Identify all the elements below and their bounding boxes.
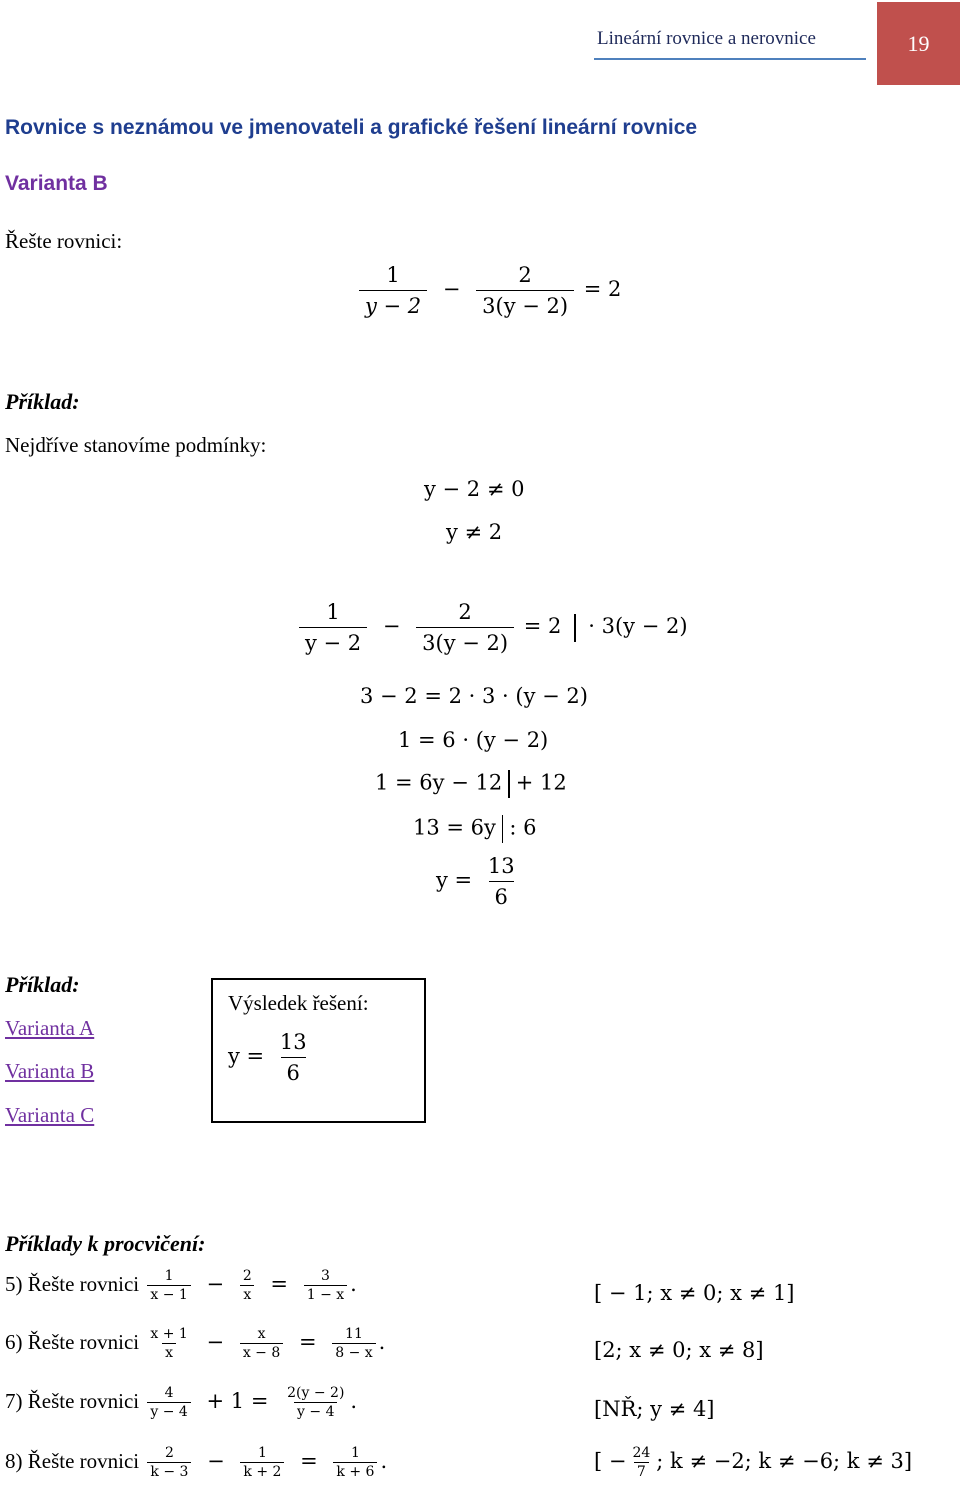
final-result: y = $\frac{13}{6}$ [436,854,515,909]
divider-bar [508,770,510,798]
step-5: 13 = 6y : 6 [413,815,537,843]
result-value: y = $\frac{13}{6}$ [228,1030,307,1085]
fraction: $\frac{2}{3(y - 2)}$ [476,263,574,318]
example-label: Příklad: [5,389,80,414]
link-varianta-c[interactable]: Varianta C [5,1103,95,1127]
practice-item-5: 5) Řešte rovnici $\frac{1}{x - 1}$ − $\frac{2}{x}$ = $\frac{3}{1 - x}$ . [5,1268,357,1303]
condition-1: y − 2 ≠ 0 [424,477,525,501]
step-2: 3 − 2 = 2 · 3 · (y − 2) [360,684,588,708]
running-header-title: Lineární rovnice a nerovnice [597,28,816,49]
conditions-text: Nejdříve stanovíme podmínky: [5,433,267,457]
nav-label: Příklad: [5,972,80,997]
practice-heading: Příklady k procvičení: [5,1231,206,1256]
link-varianta-b[interactable]: Varianta B [5,1059,95,1083]
main-equation: $\frac{1}{y - 2}$ − $\frac{2}{3(y - 2)}$ = 2 [356,263,621,318]
answer-7: [NŘ; y ≠ 4] [594,1397,715,1421]
answer-5: [ − 1; x ≠ 0; x ≠ 1] [594,1281,795,1305]
step-3: 1 = 6 · (y − 2) [398,728,549,752]
answer-6: [2; x ≠ 0; x ≠ 8] [594,1338,764,1362]
divider-bar [574,614,576,642]
practice-item-7: 7) Řešte rovnici $\frac{4}{y - 4}$ + 1 = $\frac{2(y - 2)}{y - 4}$ . [5,1385,358,1420]
variant-heading: Varianta B [5,172,108,195]
header-rule [594,58,866,60]
condition-2: y ≠ 2 [446,520,503,544]
practice-item-8: 8) Řešte rovnici $\frac{2}{k - 3}$ − $\frac{1}{k + 2}$ = $\frac{1}{k + 6}$ . [5,1445,388,1480]
page-number: 19 [907,30,930,56]
result-label: Výsledek řešení: [228,991,369,1015]
page-number-badge [877,2,960,85]
step-4: 1 = 6y − 12 + 12 [375,770,567,798]
answer-8: [ − $\frac{24}{7}$ ; k ≠ −2; k ≠ −6; k ≠ 3] [594,1445,913,1480]
link-varianta-a[interactable]: Varianta A [5,1016,95,1040]
task-text: Řešte rovnici: [5,229,123,253]
fraction: $\frac{1}{y - 2}$ [359,263,427,318]
result-box [211,978,426,1123]
divider-bar [502,815,504,843]
practice-item-6: 6) Řešte rovnici $\frac{x + 1}{x}$ − $\frac{x}{x - 8}$ = $\frac{11}{8 - x}$ . [5,1326,386,1361]
step-1: $\frac{1}{y - 2}$ − $\frac{2}{3(y - 2)}$ = 2 · 3(y − 2) [296,600,688,655]
section-heading: Rovnice s neznámou ve jmenovateli a grafické řešení lineární rovnice [5,116,698,139]
